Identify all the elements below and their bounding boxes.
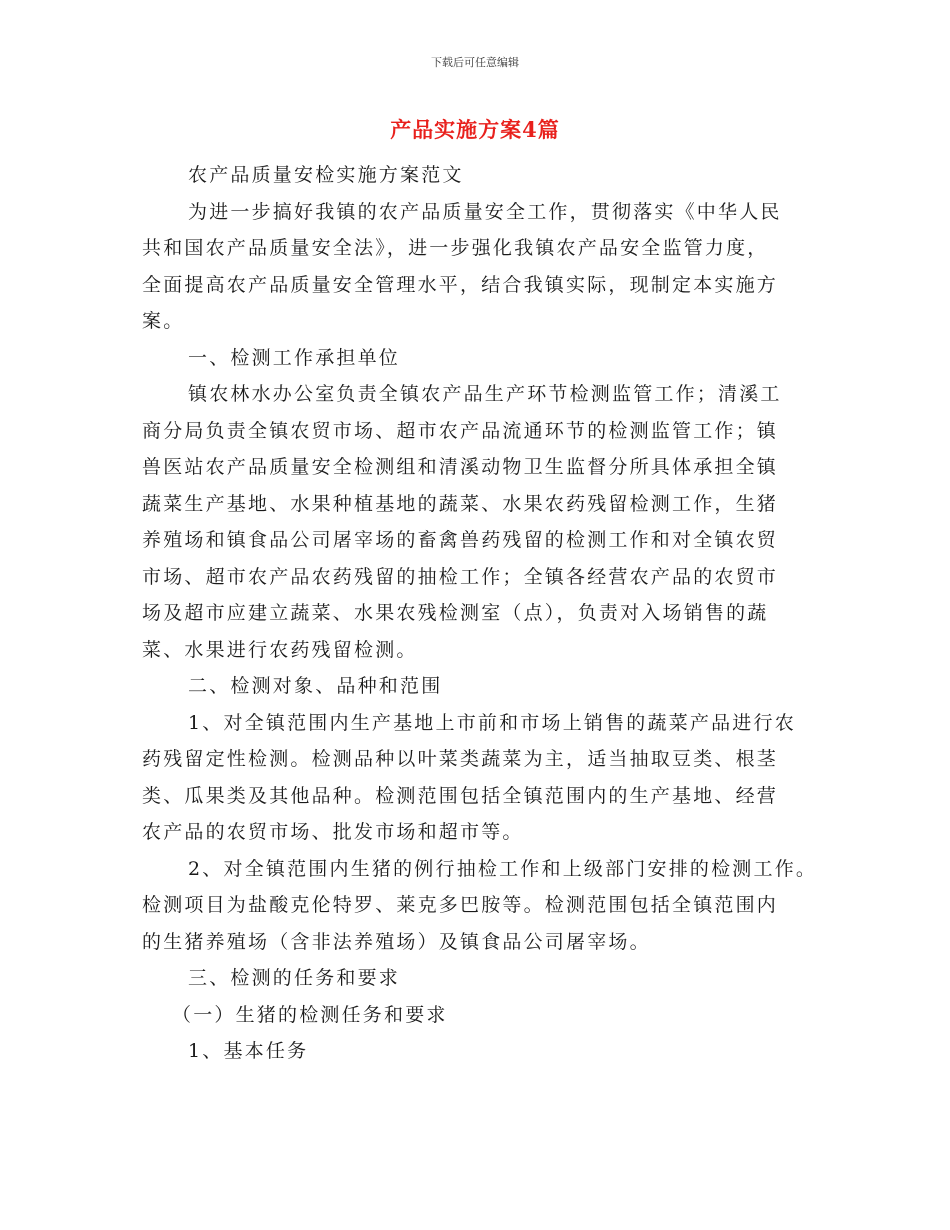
paragraph-line: 2、对全镇范围内生猪的例行抽检工作和上级部门安排的检测工作。 xyxy=(188,857,818,880)
document-title: 产品实施方案4篇 xyxy=(390,117,560,142)
paragraph-line: 一、检测工作承担单位 xyxy=(188,346,401,369)
paragraph-line: 养殖场和镇食品公司屠宰场的畜禽兽药残留的检测工作和对全镇农贸 xyxy=(142,529,779,551)
paragraph-line: 农产品质量安检实施方案范文 xyxy=(188,164,464,186)
paragraph-line: 农产品的农贸市场、批发市场和超市等。 xyxy=(142,821,524,843)
paragraph-line: 全面提高农产品质量安全管理水平，结合我镇实际，现制定本实施方 xyxy=(142,273,779,296)
paragraph-line: 药残留定性检测。检测品种以叶菜类蔬菜为主，适当抽取豆类、根茎 xyxy=(142,748,779,770)
paragraph-line: 二、检测对象、品种和范围 xyxy=(188,675,443,697)
paragraph-line: 市场、超市农产品农药残留的抽检工作；全镇各经营农产品的农贸市 xyxy=(142,565,779,588)
paragraph-line: 三、检测的任务和要求 xyxy=(188,967,401,989)
paragraph-line: 兽医站农产品质量安全检测组和清溪动物卫生监督分所具体承担全镇 xyxy=(142,456,779,478)
paragraph-line: 镇农林水办公室负责全镇农产品生产环节检测监管工作；清溪工 xyxy=(188,383,782,405)
header-note: 下载后可任意编辑 xyxy=(431,56,519,69)
paragraph-line: 类、瓜果类及其他品种。检测范围包括全镇范围内的生产基地、经营 xyxy=(142,784,779,807)
paragraph-line: （一）生猪的检测任务和要求 xyxy=(172,1003,448,1026)
paragraph-line: 1、基本任务 xyxy=(188,1040,309,1062)
paragraph-line: 1、对全镇范围内生产基地上市前和市场上销售的蔬菜产品进行农 xyxy=(188,711,796,734)
document-body xyxy=(142,157,818,1070)
paragraph-line: 案。 xyxy=(142,310,185,332)
paragraph-line: 商分局负责全镇农贸市场、超市农产品流通环节的检测监管工作；镇 xyxy=(142,419,779,442)
paragraph-line: 共和国农产品质量安全法》，进一步强化我镇农产品安全监管力度， xyxy=(142,237,769,259)
paragraph-line: 蔬菜生产基地、水果种植基地的蔬菜、水果农药残留检测工作，生猪 xyxy=(142,492,779,515)
paragraph-line: 的生猪养殖场（含非法养殖场）及镇食品公司屠宰场。 xyxy=(142,930,651,953)
paragraph-line: 场及超市应建立蔬菜、水果农残检测室（点），负责对入场销售的蔬 xyxy=(142,602,769,624)
paragraph-line: 检测项目为盐酸克伦特罗、莱克多巴胺等。检测范围包括全镇范围内 xyxy=(142,894,779,916)
paragraph-line: 为进一步搞好我镇的农产品质量安全工作，贯彻落实《中华人民 xyxy=(188,200,782,223)
paragraph-line: 菜、水果进行农药残留检测。 xyxy=(142,638,418,661)
